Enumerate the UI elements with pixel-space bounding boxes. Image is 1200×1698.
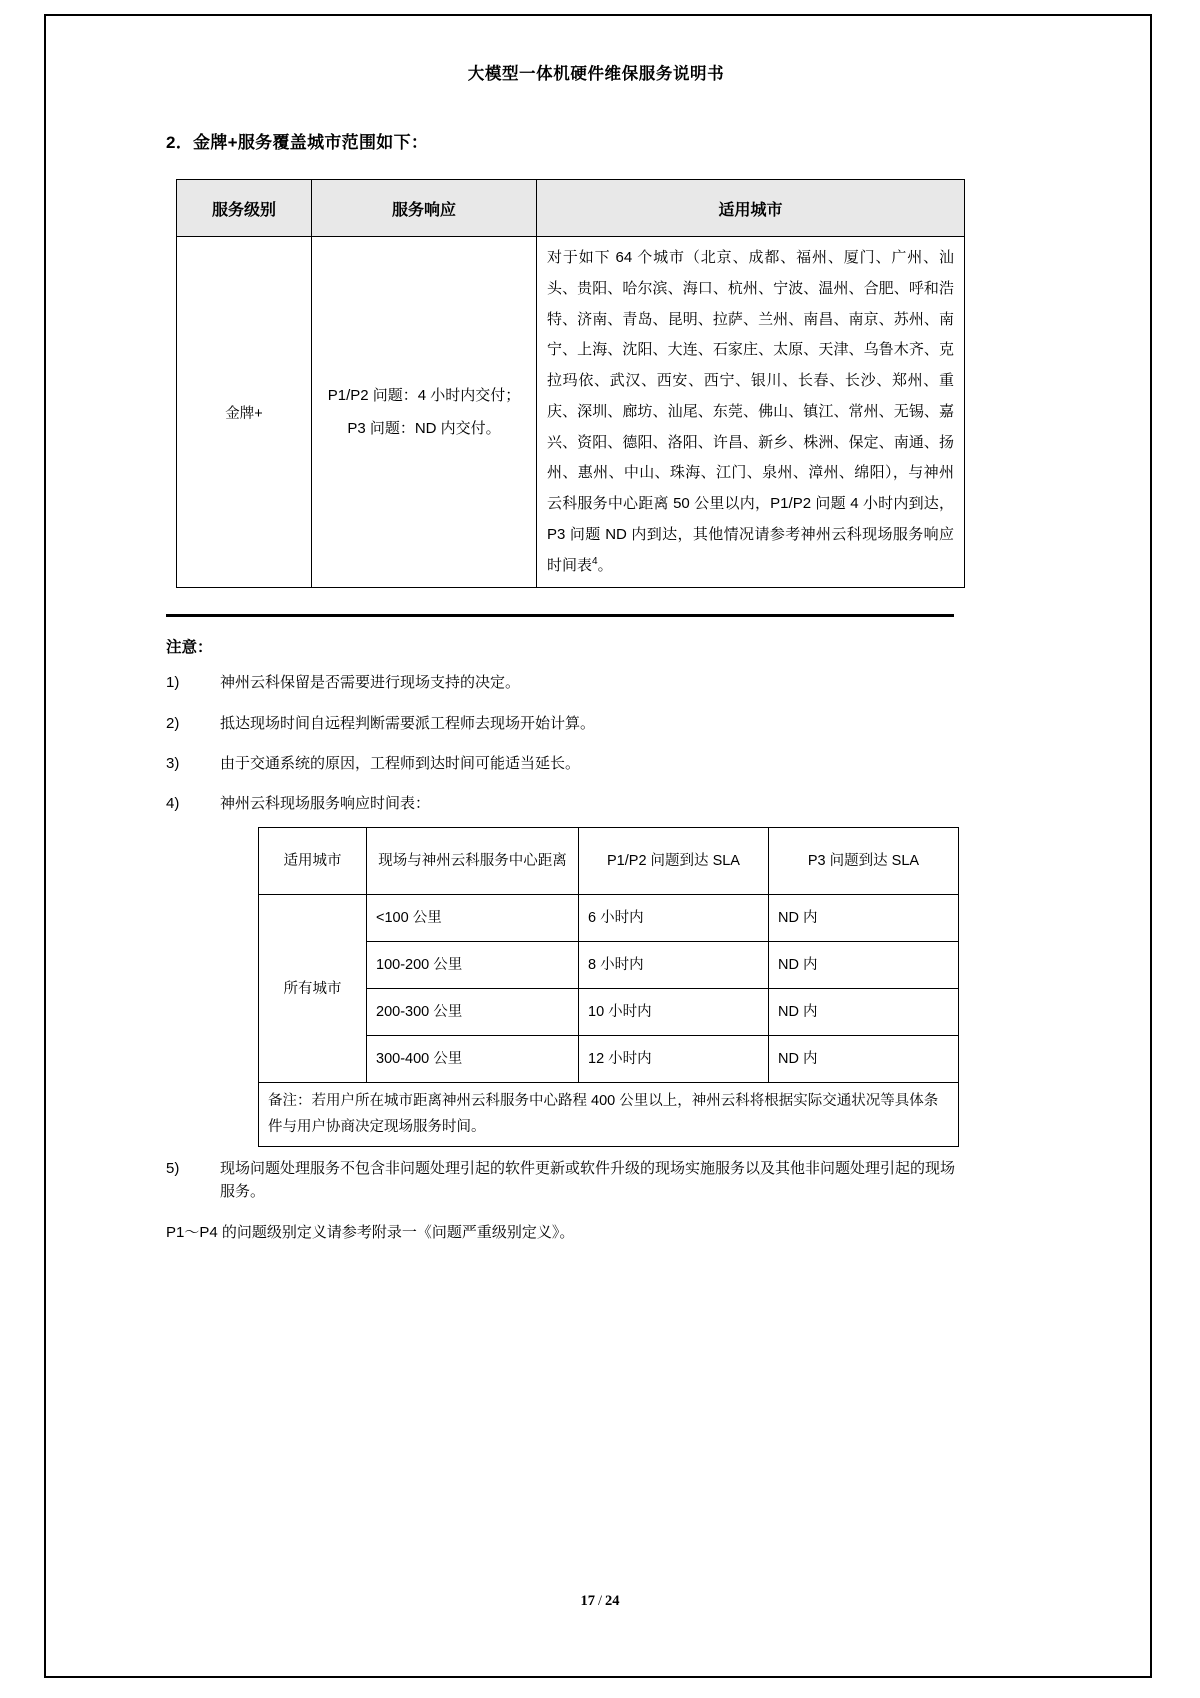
list-item <box>166 792 966 1147</box>
response-line-2: P3 问题：ND 内交付。 <box>347 420 501 438</box>
list-item <box>166 671 966 694</box>
table-row <box>259 1083 959 1147</box>
column-header-service-response: 服务响应 <box>312 180 537 237</box>
cell-service-level: 金牌+ <box>177 237 312 588</box>
footer-separator: / <box>597 1593 603 1609</box>
sla-cell-p3: ND 内 <box>769 895 959 942</box>
list-item <box>166 752 966 775</box>
column-header-service-level: 服务级别 <box>177 180 312 237</box>
sla-cell-p12: 8 小时内 <box>579 942 769 989</box>
list-marker: 1) <box>166 674 180 692</box>
table-header-row <box>177 180 965 237</box>
list-item <box>166 1157 966 1204</box>
list-item-text: 现场问题处理服务不包含非问题处理引起的软件更新或软件升级的现场实施服务以及其他非问题处理引起的现场服务。 <box>220 1160 956 1201</box>
footer-current-page: 17 <box>580 1593 595 1609</box>
cell-service-response <box>312 237 537 588</box>
sla-cell-p12: 10 小时内 <box>579 989 769 1036</box>
list-item <box>166 712 966 735</box>
sla-column-header-p12: P1/P2 问题到达 SLA <box>579 828 769 895</box>
sla-cell-distance: 100-200 公里 <box>367 942 579 989</box>
sla-cell-p12: 6 小时内 <box>579 895 769 942</box>
list-marker: 2) <box>166 714 180 732</box>
sla-column-header-distance: 现场与神州云科服务中心距离 <box>367 828 579 895</box>
cities-text-end: 。 <box>597 556 613 574</box>
sla-header-row <box>259 828 959 895</box>
section-divider <box>166 614 954 617</box>
section-title: 2．金牌+服务覆盖城市范围如下： <box>166 133 429 152</box>
sla-cell-city-scope: 所有城市 <box>259 895 367 1083</box>
response-line-1: P1/P2 问题：4 小时内交付； <box>327 387 521 405</box>
sla-cell-distance: 300-400 公里 <box>367 1036 579 1083</box>
sla-cell-distance: <100 公里 <box>367 895 579 942</box>
cell-applicable-cities <box>537 237 965 588</box>
list-item-text: 神州云科现场服务响应时间表： <box>220 795 431 812</box>
list-marker: 4) <box>166 795 180 812</box>
table-row <box>177 237 965 588</box>
notes-list <box>166 671 966 1203</box>
page-footer <box>0 1593 1200 1610</box>
sla-column-header-p3: P3 问题到达 SLA <box>769 828 959 895</box>
list-item-text: 抵达现场时间自远程判断需要派工程师去现场开始计算。 <box>220 714 596 732</box>
cities-text: 对于如下 64 个城市（北京、成都、福州、厦门、广州、汕头、贵阳、哈尔滨、海口、杭州、宁波、温州、合肥、呼和浩特、济南、青岛、昆明、拉萨、兰州、南昌、南京、苏州、南宁、上海、沈阳、大连、石家庄、太原、天津、乌鲁木齐、克拉玛依、武汉、西安、西宁、银川、长春、长沙、郑州、重庆、深圳、廊坊、汕尾、东莞、佛山、镇江、常州、无锡、嘉兴、资阳、德阳、洛阳、许昌、新乡、株洲、保定、南通、扬州、惠州、中山、珠海、江门、泉州、漳州、绵阳），与神州云科服务中心距离 50 公里以内，P1/P2 问题 4 小时内到达，P3 问题 ND 内到达，其他情况请参考神州云科现场服务响应时间表 <box>547 249 954 574</box>
sla-remark: 备注：若用户所在城市距离神州云科服务中心路程 400 公里以上，神州云科将根据实际交通状况等具体条件与用户协商决定现场服务时间。 <box>259 1083 959 1147</box>
sla-cell-distance: 200-300 公里 <box>367 989 579 1036</box>
severity-definition-note: P1～P4 的问题级别定义请参考附录一《问题严重级别定义》。 <box>166 1223 575 1241</box>
list-item-text: 由于交通系统的原因，工程师到达时间可能适当延长。 <box>220 754 581 772</box>
list-item-text: 神州云科保留是否需要进行现场支持的决定。 <box>220 674 521 692</box>
list-marker: 3) <box>166 754 180 772</box>
footer-total-pages: 24 <box>605 1593 620 1609</box>
sla-cell-p12: 12 小时内 <box>579 1036 769 1083</box>
table-row <box>259 895 959 942</box>
gold-plus-coverage-table <box>176 179 965 588</box>
cities-footnote-marker: 4 <box>592 555 598 567</box>
document-header-title: 大模型一体机硬件维保服务说明书 <box>467 64 725 83</box>
sla-cell-p3: ND 内 <box>769 989 959 1036</box>
sla-cell-p3: ND 内 <box>769 942 959 989</box>
column-header-applicable-cities: 适用城市 <box>537 180 965 237</box>
notes-title: 注意： <box>166 639 213 657</box>
sla-cell-p3: ND 内 <box>769 1036 959 1083</box>
onsite-sla-table <box>258 827 959 1147</box>
list-marker: 5) <box>166 1160 180 1177</box>
page-content <box>166 60 966 1245</box>
sla-column-header-city: 适用城市 <box>259 828 367 895</box>
